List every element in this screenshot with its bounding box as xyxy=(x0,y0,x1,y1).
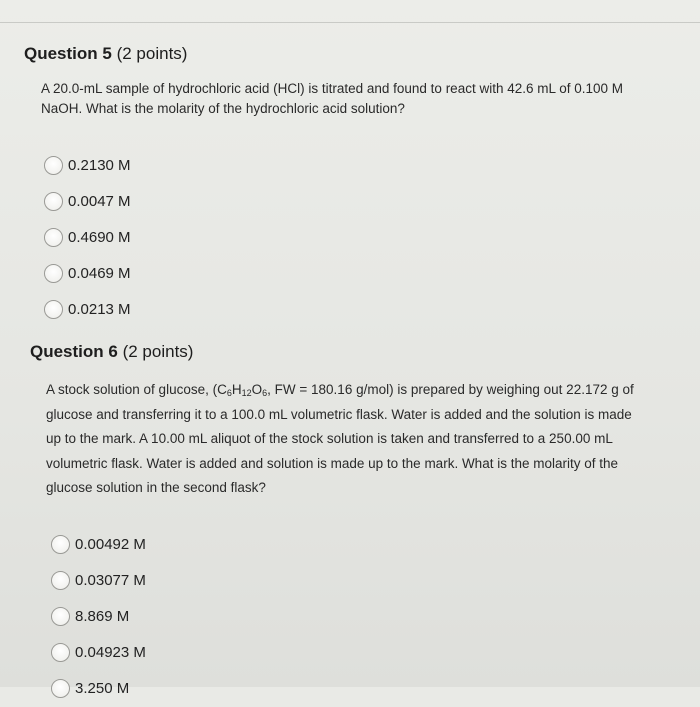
question-5-text-line: NaOH. What is the molarity of the hydrochloric acid solution? xyxy=(41,101,405,116)
subscript: 6 xyxy=(262,388,268,398)
question-5-text xyxy=(41,79,684,119)
radio-button[interactable] xyxy=(44,192,63,211)
answer-option[interactable] xyxy=(51,563,680,599)
radio-button[interactable] xyxy=(44,264,63,283)
answer-option[interactable] xyxy=(44,291,684,327)
question-6-points: (2 points) xyxy=(122,342,194,361)
answer-option-label[interactable]: 0.00492 M xyxy=(75,536,146,553)
answer-option[interactable] xyxy=(44,255,684,291)
text-fragment: O xyxy=(251,382,263,397)
radio-button[interactable] xyxy=(44,156,63,175)
answer-option[interactable] xyxy=(51,599,680,635)
question-5-number: Question 5 xyxy=(24,44,112,63)
question-6-text xyxy=(46,378,680,501)
radio-button[interactable] xyxy=(51,607,70,626)
question-6 xyxy=(30,340,680,707)
divider xyxy=(0,22,700,23)
question-5-options xyxy=(44,147,684,327)
answer-option[interactable] xyxy=(44,147,684,183)
radio-button[interactable] xyxy=(51,535,70,554)
question-6-text-line: up to the mark. A 10.00 mL aliquot of the stock solution is taken and transferred to a 250.00 mL xyxy=(46,431,613,446)
answer-option[interactable] xyxy=(44,183,684,219)
answer-option[interactable] xyxy=(51,671,680,707)
subscript: 6 xyxy=(226,388,232,398)
question-6-title xyxy=(30,340,680,364)
question-5 xyxy=(24,42,684,327)
answer-option[interactable] xyxy=(44,219,684,255)
question-6-number: Question 6 xyxy=(30,342,118,361)
question-6-text-line: volumetric flask. Water is added and solution is made up to the mark. What is the molarity of the xyxy=(46,455,619,471)
question-6-options xyxy=(51,527,680,707)
answer-option-label[interactable]: 0.04923 M xyxy=(75,644,146,661)
question-5-points: (2 points) xyxy=(116,44,188,63)
answer-option-label[interactable]: 0.0047 M xyxy=(68,192,131,210)
answer-option-label[interactable]: 0.03077 M xyxy=(75,572,146,589)
answer-option-label[interactable]: 0.0213 M xyxy=(68,300,131,318)
text-fragment: A stock solution of glucose, (C xyxy=(46,382,227,397)
answer-option-label[interactable]: 0.0469 M xyxy=(68,264,131,282)
text-fragment: H xyxy=(231,382,242,397)
radio-button[interactable] xyxy=(51,643,70,662)
answer-option-label[interactable]: 0.2130 M xyxy=(68,156,131,174)
radio-button[interactable] xyxy=(44,300,63,319)
radio-button[interactable] xyxy=(44,228,63,247)
answer-option[interactable] xyxy=(51,527,680,563)
radio-button[interactable] xyxy=(51,571,70,590)
answer-option-label[interactable]: 8.869 M xyxy=(75,608,130,625)
question-5-text-line: A 20.0-mL sample of hydrochloric acid (HCl) is titrated and found to react with 42.6 mL of 0.100 M xyxy=(41,81,624,96)
question-6-text-line: glucose and transferring it to a 100.0 mL volumetric flask. Water is added and the solution is made xyxy=(46,406,632,422)
answer-option[interactable] xyxy=(51,635,680,671)
question-6-text-line: glucose solution in the second flask? xyxy=(46,480,266,495)
radio-button[interactable] xyxy=(51,679,70,698)
question-6-text-line xyxy=(46,378,680,403)
question-5-title xyxy=(24,42,684,66)
subscript: 12 xyxy=(241,388,252,398)
answer-option-label[interactable]: 3.250 M xyxy=(75,680,130,697)
text-fragment: , FW = 180.16 g/mol) is prepared by weighing out 22.172 g of xyxy=(267,382,634,397)
answer-option-label[interactable]: 0.4690 M xyxy=(68,228,131,246)
